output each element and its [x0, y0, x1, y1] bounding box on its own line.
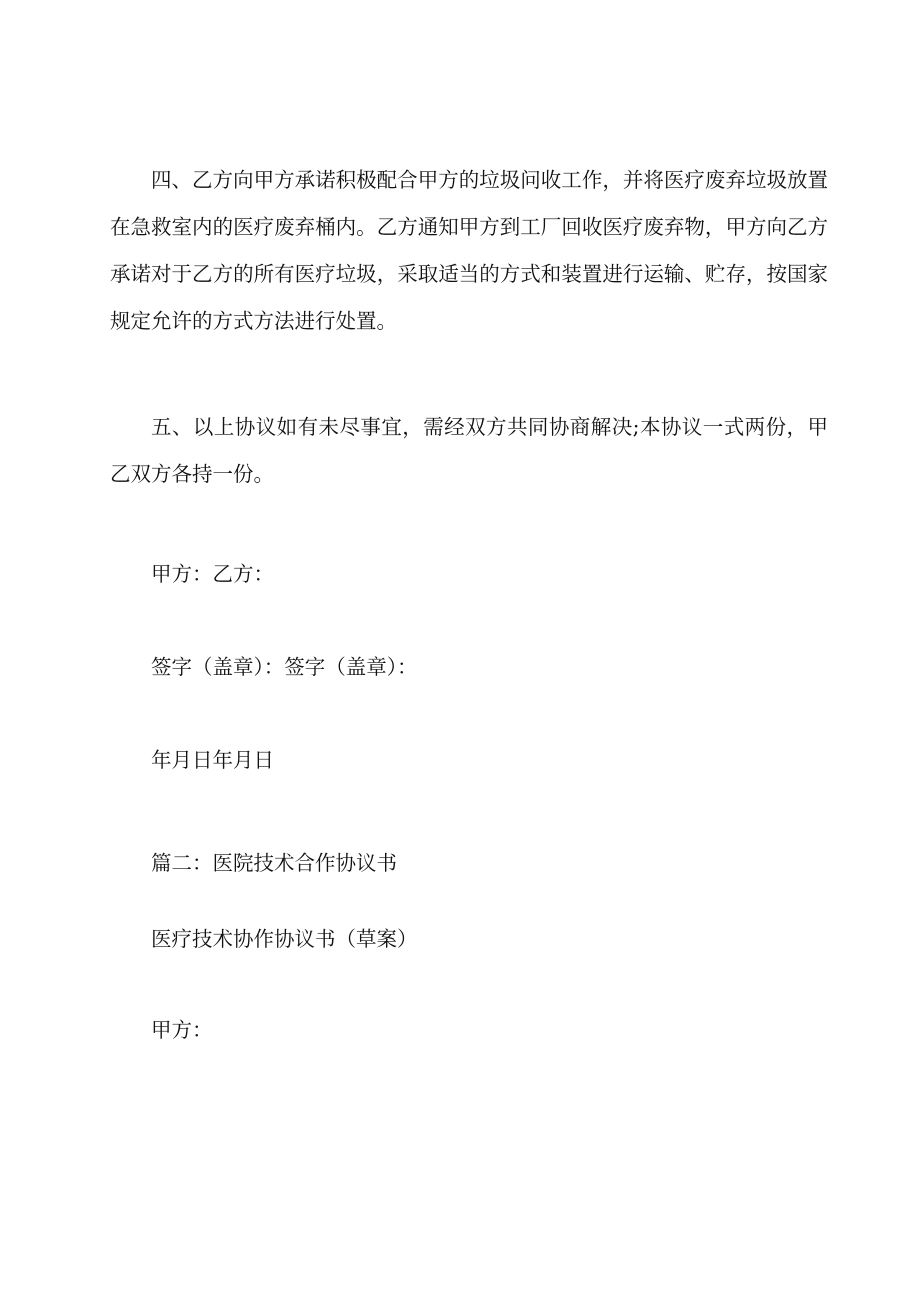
parties-line: 甲方：乙方： — [151, 562, 274, 586]
agreement-title: 医疗技术协作协议书（草案） — [151, 927, 418, 951]
section-title: 篇二：医院技术合作协议书 — [151, 851, 397, 875]
signature-line: 签字（盖章）：签字（盖章）： — [151, 655, 418, 679]
clause-five-paragraph: 五、以上协议如有未尽事宜，需经双方共同协商解决;本协议一式两份，甲乙双方各持一份。 — [110, 415, 828, 486]
clause-four-paragraph: 四、乙方向甲方承诺积极配合甲方的垃圾问收工作，并将医疗废弃垃圾放置在急救室内的医疗废弃桶内。乙方通知甲方到工厂回收医疗废弃物，甲方向乙方承诺对于乙方的所有医疗垃圾，采取适当的方式和装置进行运输、贮存，按国家规定允许的方式方法进行处置。 — [110, 168, 828, 333]
date-line: 年月日年月日 — [151, 748, 274, 772]
party-a-line: 甲方： — [151, 1018, 213, 1042]
